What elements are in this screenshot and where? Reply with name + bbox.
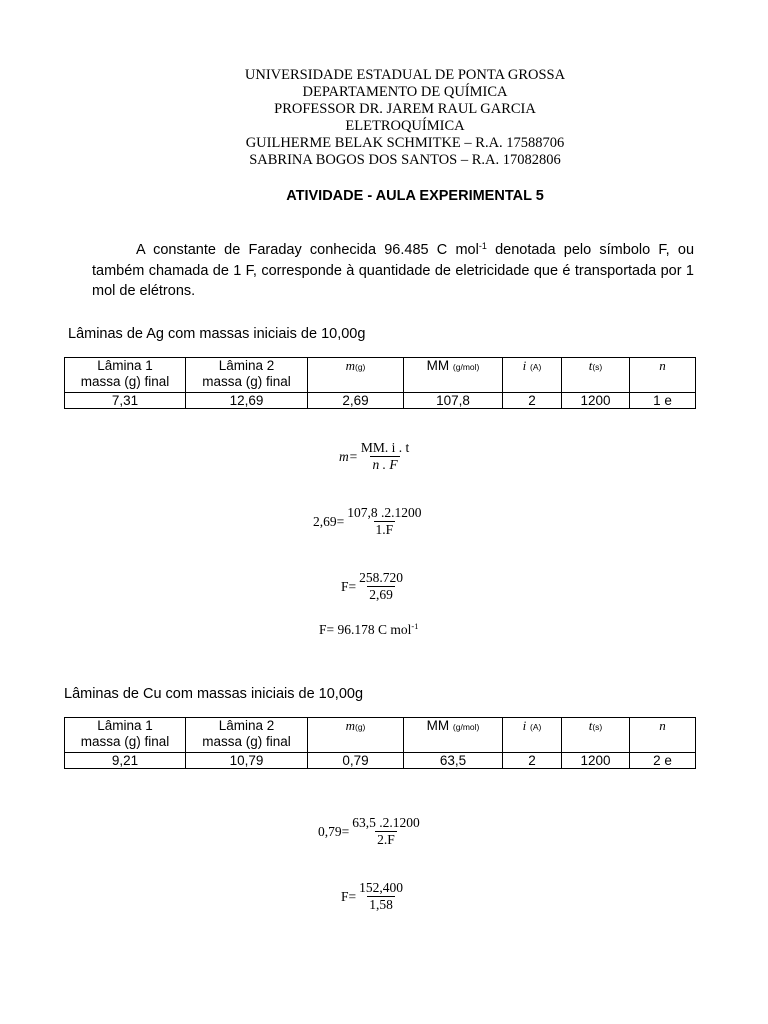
header-symbol: m [345,718,355,733]
equation-denominator: 1.F [375,522,394,537]
header-m [308,358,404,393]
header-lamina-2 [186,718,308,753]
table-cell: 9,21 [65,753,186,769]
formula-numerator: MM. i . t [360,440,410,455]
formula-denominator: n . F [372,457,398,472]
faraday-formula [339,440,411,473]
header-symbol: n [659,718,666,733]
header-text: Lâmina 2 [218,718,275,733]
header-text: massa (g) final [202,374,291,389]
intro-sup: -1 [478,241,487,251]
header-text: massa (g) final [202,734,291,749]
result-text: F= 96.178 C mol [319,622,412,637]
header-symbol: MM [426,718,450,733]
intro-text-1: A constante de Faraday conhecida 96.485 C mol [136,242,479,258]
table-cell: 7,31 [65,393,186,409]
equation-numerator: 63,5 .2.1200 [352,815,420,830]
header-unit: (s) [592,362,603,372]
header-mm [404,718,503,753]
table-header-row [65,718,696,753]
header-text: massa (g) final [80,734,170,749]
university-name: UNIVERSIDADE ESTADUAL DE PONTA GROSSA [244,67,566,83]
professor-name: PROFESSOR DR. JAREM RAUL GARCIA [274,101,536,117]
department-name: DEPARTAMENTO DE QUÍMICA [302,84,508,100]
intro-text-2: denotada pelo símbolo F, ou também chamada de 1 F, corresponde à quantidade de eletricidade que é transportada por 1 mol de elétrons. [92,242,695,299]
subject-name: ELETROQUÍMICA [345,118,465,134]
table-cell: 2 e [630,753,696,769]
table-header-row [65,358,696,393]
equation-lhs: 2,69= [313,513,345,529]
cu-equation-2 [341,880,405,913]
result-sup: -1 [411,621,419,631]
header-n [630,718,696,753]
header-unit: (A) [530,722,542,732]
header-t [562,718,630,753]
table-cell: 2,69 [308,393,404,409]
header-text: Lâmina 1 [97,718,153,733]
table-cell: 2 [503,393,562,409]
equation-denominator: 2.F [377,832,395,847]
header-lamina-2 [186,358,308,393]
table-cell: 1200 [562,753,630,769]
header-mm [404,358,503,393]
header-unit: (A) [530,362,542,372]
equation-fraction [345,505,423,538]
table-cell: 63,5 [404,753,503,769]
table-cell: 1200 [562,393,630,409]
header-lamina-1 [65,358,186,393]
table-cell: 10,79 [186,753,308,769]
header-text: massa (g) final [80,374,170,389]
table-cell: 0,79 [308,753,404,769]
ag-equation-1 [313,505,424,538]
equation-lhs: 0,79= [318,823,350,839]
table-row [65,753,696,769]
header-symbol: i [522,358,527,373]
header-unit: (g/mol) [452,722,480,732]
equation-numerator: 258.720 [359,570,403,585]
cu-section-label: Lâminas de Cu com massas iniciais de 10,00g [64,686,364,702]
header-symbol: n [659,358,666,373]
header-unit: (g/mol) [452,362,480,372]
equation-numerator: 152,400 [359,880,403,895]
header-m [308,718,404,753]
header-symbol: i [522,718,527,733]
student-2: SABRINA BOGOS DOS SANTOS – R.A. 17082806 [249,152,561,168]
header-i [503,358,562,393]
table-cell: 1 e [630,393,696,409]
table-cell: 107,8 [404,393,503,409]
header-unit: (s) [592,722,603,732]
equation-fraction [350,815,422,848]
header-i [503,718,562,753]
cu-table [64,717,696,769]
formula-lhs: m= [339,448,358,464]
ag-equation-2 [341,570,405,603]
equation-fraction [357,570,405,603]
header-symbol: MM [426,358,450,373]
cu-equation-1 [318,815,422,848]
formula-fraction [359,440,411,473]
header-t [562,358,630,393]
table-cell: 12,69 [186,393,308,409]
document-header [0,67,768,169]
activity-title: ATIVIDADE - AULA EXPERIMENTAL 5 [286,188,544,204]
intro-paragraph [92,240,694,302]
header-text: Lâmina 2 [218,358,275,373]
header-symbol: t [588,358,593,373]
header-symbol: m [345,358,355,373]
equation-lhs: F= [341,578,357,594]
header-unit: (g) [355,362,366,372]
header-lamina-1 [65,718,186,753]
equation-denominator: 1,58 [369,897,393,912]
ag-result [319,622,418,638]
table-cell: 2 [503,753,562,769]
header-text: Lâmina 1 [97,358,153,373]
equation-denominator: 2,69 [369,587,393,602]
ag-section-label: Lâminas de Ag com massas iniciais de 10,00g [68,326,366,342]
equation-fraction [357,880,405,913]
table-row [65,393,696,409]
header-symbol: t [588,718,593,733]
header-n [630,358,696,393]
equation-lhs: F= [341,888,357,904]
equation-numerator: 107,8 .2.1200 [347,505,422,520]
ag-table [64,357,696,409]
header-unit: (g) [355,722,366,732]
student-1: GUILHERME BELAK SCHMITKE – R.A. 17588706 [245,135,565,151]
